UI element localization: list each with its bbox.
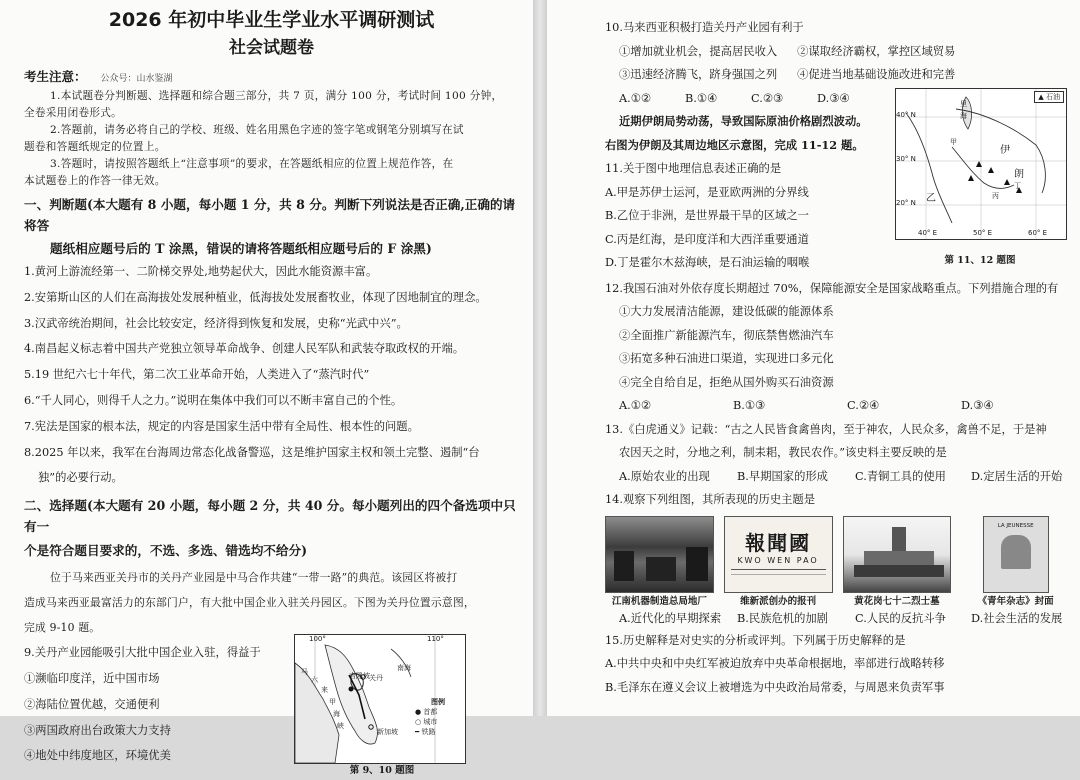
- answer-choice: A.①②: [619, 399, 652, 412]
- q10-options-row: [605, 40, 1070, 64]
- map2-lon: 60° E: [1028, 229, 1048, 237]
- tomb-photo: [843, 516, 952, 593]
- answer-choice: D.③④: [817, 91, 850, 105]
- map1-label: 海: [333, 710, 340, 719]
- notice-label: 考生注意：: [24, 69, 87, 84]
- map2-lat: 30° N: [896, 155, 916, 163]
- judge-item: 8.2025 年以来，我军在台海周边常态化战备警巡，这是维护国家主权和领土完整、遏制“台: [24, 445, 480, 459]
- kualalumpur-dot: [349, 687, 354, 692]
- question-10: 10.马来西亚积极打造关丹产业园有利于: [605, 21, 804, 34]
- factory-photo: [605, 516, 714, 593]
- intro-11-12-cont: 右图为伊朗及其周边地区示意图，完成 11-12 题。: [605, 137, 864, 152]
- q10-options-row: [605, 63, 1070, 87]
- question-15: 15.历史解释是对史实的分析或评判。下列属于历史解释的是: [605, 633, 906, 647]
- judge-item: 7.宪法是国家的根本法，规定的内容是国家生活中带有全局性、根本性的问题。: [24, 419, 419, 433]
- q12-option: ①大力发展清洁能源，建设低碳的能源体系: [619, 305, 834, 318]
- q14-answers: [605, 609, 1070, 629]
- legend-item: ○ 城市: [415, 718, 438, 727]
- map2-label: 甲: [950, 138, 957, 146]
- q12-answers: [605, 394, 1070, 418]
- question-12: 12.我国石油对外依存度长期超过 70%，保障能源安全是国家战略重点。下列措施合理的有: [605, 281, 1059, 295]
- map2-label: 里: [960, 100, 967, 108]
- answer-choice: A.①②: [619, 91, 652, 105]
- q10-option: ④促进当地基础设施改进和完善: [797, 68, 956, 81]
- newspaper-title: 報聞國: [745, 530, 812, 555]
- q10-option: ①增加就业机会，提高居民收入: [619, 44, 778, 58]
- legend-item: ━ 铁路: [415, 728, 436, 737]
- notice-line: 本试题卷上的作答一律无效。: [24, 175, 166, 187]
- question-13-cont: 农因天之时，分地之利，制耒耜，教民农作。”该史料主要反映的是: [619, 446, 947, 459]
- q9-option: ③两国政府出台政策大力支持: [24, 723, 171, 737]
- q9-option: ①濒临印度洋，近中国市场: [24, 671, 160, 685]
- answer-choice: C.②③: [751, 91, 784, 105]
- legend-title: 图例: [431, 698, 445, 707]
- answer-choice: B.早期国家的形成: [737, 469, 828, 483]
- intro-line: 造成马来西亚最富活力的东部门户，有大批中国企业入驻关丹园区。下图为关丹位置示意图，: [24, 596, 475, 610]
- legend-item: ● 首都: [415, 708, 438, 717]
- q13-answers: [605, 465, 1070, 489]
- map2-lon: 40° E: [918, 229, 938, 237]
- map1-lon2: 110°: [427, 635, 444, 644]
- question-14: 14.观察下列组图，其所表现的历史主题是: [605, 493, 816, 506]
- section-choice-header: 二、选择题(本大题有 20 小题，每小题 2 分，共 40 分。每小题列出的四个备选项中只有一: [24, 498, 516, 535]
- answer-choice: C.②④: [847, 399, 880, 412]
- section-judge-header-cont: 题纸相应题号后的 T 涂黑，错误的请将答题纸相应题号后的 F 涂黑): [50, 241, 432, 256]
- judge-item-cont: 独”的必要行动。: [38, 471, 123, 485]
- map2-lat: 20° N: [896, 199, 916, 207]
- map2-label: 海: [960, 112, 967, 120]
- exam-title: 2026 年初中毕业生学业水平调研测试: [108, 9, 435, 31]
- q12-option: ②全面推广新能源汽车，彻底禁售燃油汽车: [619, 328, 834, 342]
- judge-item: 3.汉武帝统治期间，社会比较安定，经济得到恢复和发展，史称“光武中兴”。: [24, 316, 408, 330]
- iran-map: [895, 88, 1067, 240]
- picture-caption: 江南机器制造总局地厂: [611, 595, 707, 607]
- map2-label: 朗: [1014, 169, 1024, 180]
- q15-option: B.毛泽东在遵义会议上被增选为中央政治局常委，与周恩来负责军事: [605, 680, 945, 694]
- answer-choice: B.①④: [685, 91, 718, 105]
- map1-legend: [415, 697, 461, 737]
- map1-label: 甲: [329, 698, 336, 707]
- section-judge-header: 一、判断题(本大题有 8 小题，每小题 1 分，共 8 分。判断下列说法是否正确,正确的请将答: [24, 197, 516, 233]
- map1-label: 马: [301, 668, 308, 677]
- q10-option: ②谋取经济霸权，掌控区域贸易: [797, 44, 956, 58]
- page-gutter: [533, 0, 547, 716]
- judge-item: 5.19 世纪六七十年代，第二次工业革命开始，人类进入了“蒸汽时代”: [24, 368, 370, 382]
- picture-factory: [605, 516, 714, 609]
- notice-line: 题卷和答题纸规定的位置上。: [24, 141, 166, 153]
- map2-label: 伊: [1000, 145, 1010, 156]
- answer-choice: C.人民的反抗斗争: [855, 611, 946, 625]
- map1-label: 六: [311, 676, 318, 685]
- question-11: 11.关于图中地理信息表述正确的是: [605, 162, 782, 175]
- q10-option: ③迅速经济腾飞，跻身强国之列: [619, 68, 778, 81]
- q9-area: [24, 635, 519, 780]
- map2-label: 丙: [992, 192, 999, 200]
- intro-11-12: 近期伊朗局势动荡，导致国际原油价格剧烈波动。: [619, 114, 868, 128]
- answer-choice: D.社会生活的发展: [971, 611, 1063, 625]
- notice-line: 2.答题前，请务必将自己的学校、班级、姓名用黑色字迹的签字笔或钢笔分别填写在试: [50, 124, 464, 136]
- picture-caption: 《青年杂志》封面: [977, 595, 1054, 607]
- iran-map-drawing: [896, 89, 1066, 239]
- judge-item: 4.南昌起义标志着中国共产党独立领导革命战争、创建人民军队和武装夺取政权的开端。: [24, 342, 465, 356]
- notice-line: 1.本试题卷分判断题、选择题和综合题三部分，共 7 页，满分 100 分，考试时间 100 分钟，: [50, 90, 503, 102]
- answer-choice: D.定居生活的开始: [971, 469, 1063, 483]
- map1-label: 新加坡: [377, 728, 398, 737]
- picture-newspaper: [724, 516, 833, 609]
- answer-choice: C.青铜工具的使用: [855, 469, 946, 483]
- judge-item: 2.安第斯山区的人们在高海拔处发展种植业，低海拔处发展畜牧业，体现了因地制宜的理念。: [24, 290, 487, 304]
- notice-line: 3.答题时，请按照答题纸上“注意事项”的要求，在答题纸相应的位置上规范作答，在: [50, 158, 454, 170]
- judge-item: 1.黄河上游流经第一、二阶梯交界处,地势起伏大，因此水能资源丰富。: [24, 265, 378, 278]
- malaysia-map-frame: [294, 634, 466, 764]
- q9-option: ②海陆位置优越，交通便利: [24, 697, 160, 711]
- map1-label: 吉隆坡: [349, 672, 370, 681]
- section-choice-header-cont: 个是符合题目要求的，不选、多选、错选均不给分): [24, 543, 308, 559]
- answer-choice: B.民族危机的加剧: [737, 611, 828, 625]
- map2-legend: ▲ 石油: [1034, 91, 1064, 103]
- picture-magazine: [961, 516, 1070, 609]
- answer-choice: A.近代化的早期探索: [619, 611, 722, 625]
- q12-option: ④完全自给自足，拒绝从国外购买石油资源: [619, 375, 834, 389]
- q15-option: A.中共中央和中央红军被迫放弃中央革命根据地，率部进行战略转移: [605, 657, 945, 670]
- q11-option: A.甲是苏伊士运河，是亚欧两洲的分界线: [605, 185, 809, 199]
- intro-line: 完成 9-10 题。: [24, 621, 101, 635]
- right-page: [547, 0, 1080, 716]
- q9-option: ④地处中纬度地区，环境优美: [24, 749, 171, 763]
- map1-label: 来: [321, 686, 328, 695]
- magazine-title: LA JEUNESSE: [997, 522, 1034, 529]
- map1-label: 峡: [337, 722, 344, 731]
- q11-option: D.丁是霍尔木兹海峡，是石油运输的咽喉: [605, 256, 810, 269]
- answer-choice: A.原始农业的出现: [619, 469, 710, 483]
- map1-label: 关丹: [369, 674, 383, 683]
- left-page: [0, 0, 533, 777]
- picture-caption: 维新派创办的报刊: [740, 595, 817, 607]
- q11-option: B.乙位于非洲，是世界最干旱的区域之一: [605, 209, 809, 222]
- intro-line: 位于马来西亚关丹市的关丹产业园是中马合作共建“一带一路”的典范。该园区将被打: [50, 571, 458, 585]
- watermark-text: 公众号：山水鉴湖: [100, 74, 173, 84]
- notice-header: [24, 68, 519, 88]
- q12-option: ③拓宽多种石油进口渠道，实现进口多元化: [619, 352, 834, 365]
- q11-option: C.丙是红海，是印度洋和大西洋重要通道: [605, 232, 809, 246]
- judge-item: 6.“千人同心，则得千人之力。”说明在集体中我们可以不断丰富自己的个性。: [24, 393, 403, 407]
- notice-block: [24, 88, 519, 190]
- map2-label: 丁: [1014, 182, 1021, 190]
- q14-pictures: [605, 516, 1070, 609]
- map2-lat: 40° N: [896, 111, 916, 119]
- question-13: 13.《白虎通义》记载：“古之人民皆食禽兽肉，至于神农，人民众多，禽兽不足，于是神: [605, 422, 1047, 436]
- notice-line: 全卷采用闭卷形式。: [24, 107, 123, 119]
- newspaper-photo: [724, 516, 833, 593]
- map1-lon1: 100°: [309, 635, 326, 644]
- exam-subtitle: 社会试题卷: [229, 38, 314, 58]
- picture-tomb: [843, 516, 952, 609]
- newspaper-subtitle: KWO WEN PAO: [737, 555, 819, 565]
- map1-caption: 第 9、10 题图: [349, 765, 415, 777]
- malaysia-map: [294, 634, 470, 778]
- answer-choice: B.①③: [733, 399, 766, 412]
- q9-text: [24, 640, 294, 769]
- map2-label: 乙: [926, 193, 936, 204]
- question-9: 9.关丹产业园能吸引大批中国企业入驻，得益于: [24, 646, 261, 660]
- map1-label: 南海: [397, 664, 411, 673]
- magazine-photo: [983, 516, 1049, 593]
- answer-choice: D.③④: [961, 399, 994, 412]
- map2-caption: 第 11、12 题图: [944, 255, 1016, 266]
- map2-lon: 50° E: [973, 229, 993, 237]
- picture-caption: 黄花岗七十二烈士墓: [854, 595, 940, 607]
